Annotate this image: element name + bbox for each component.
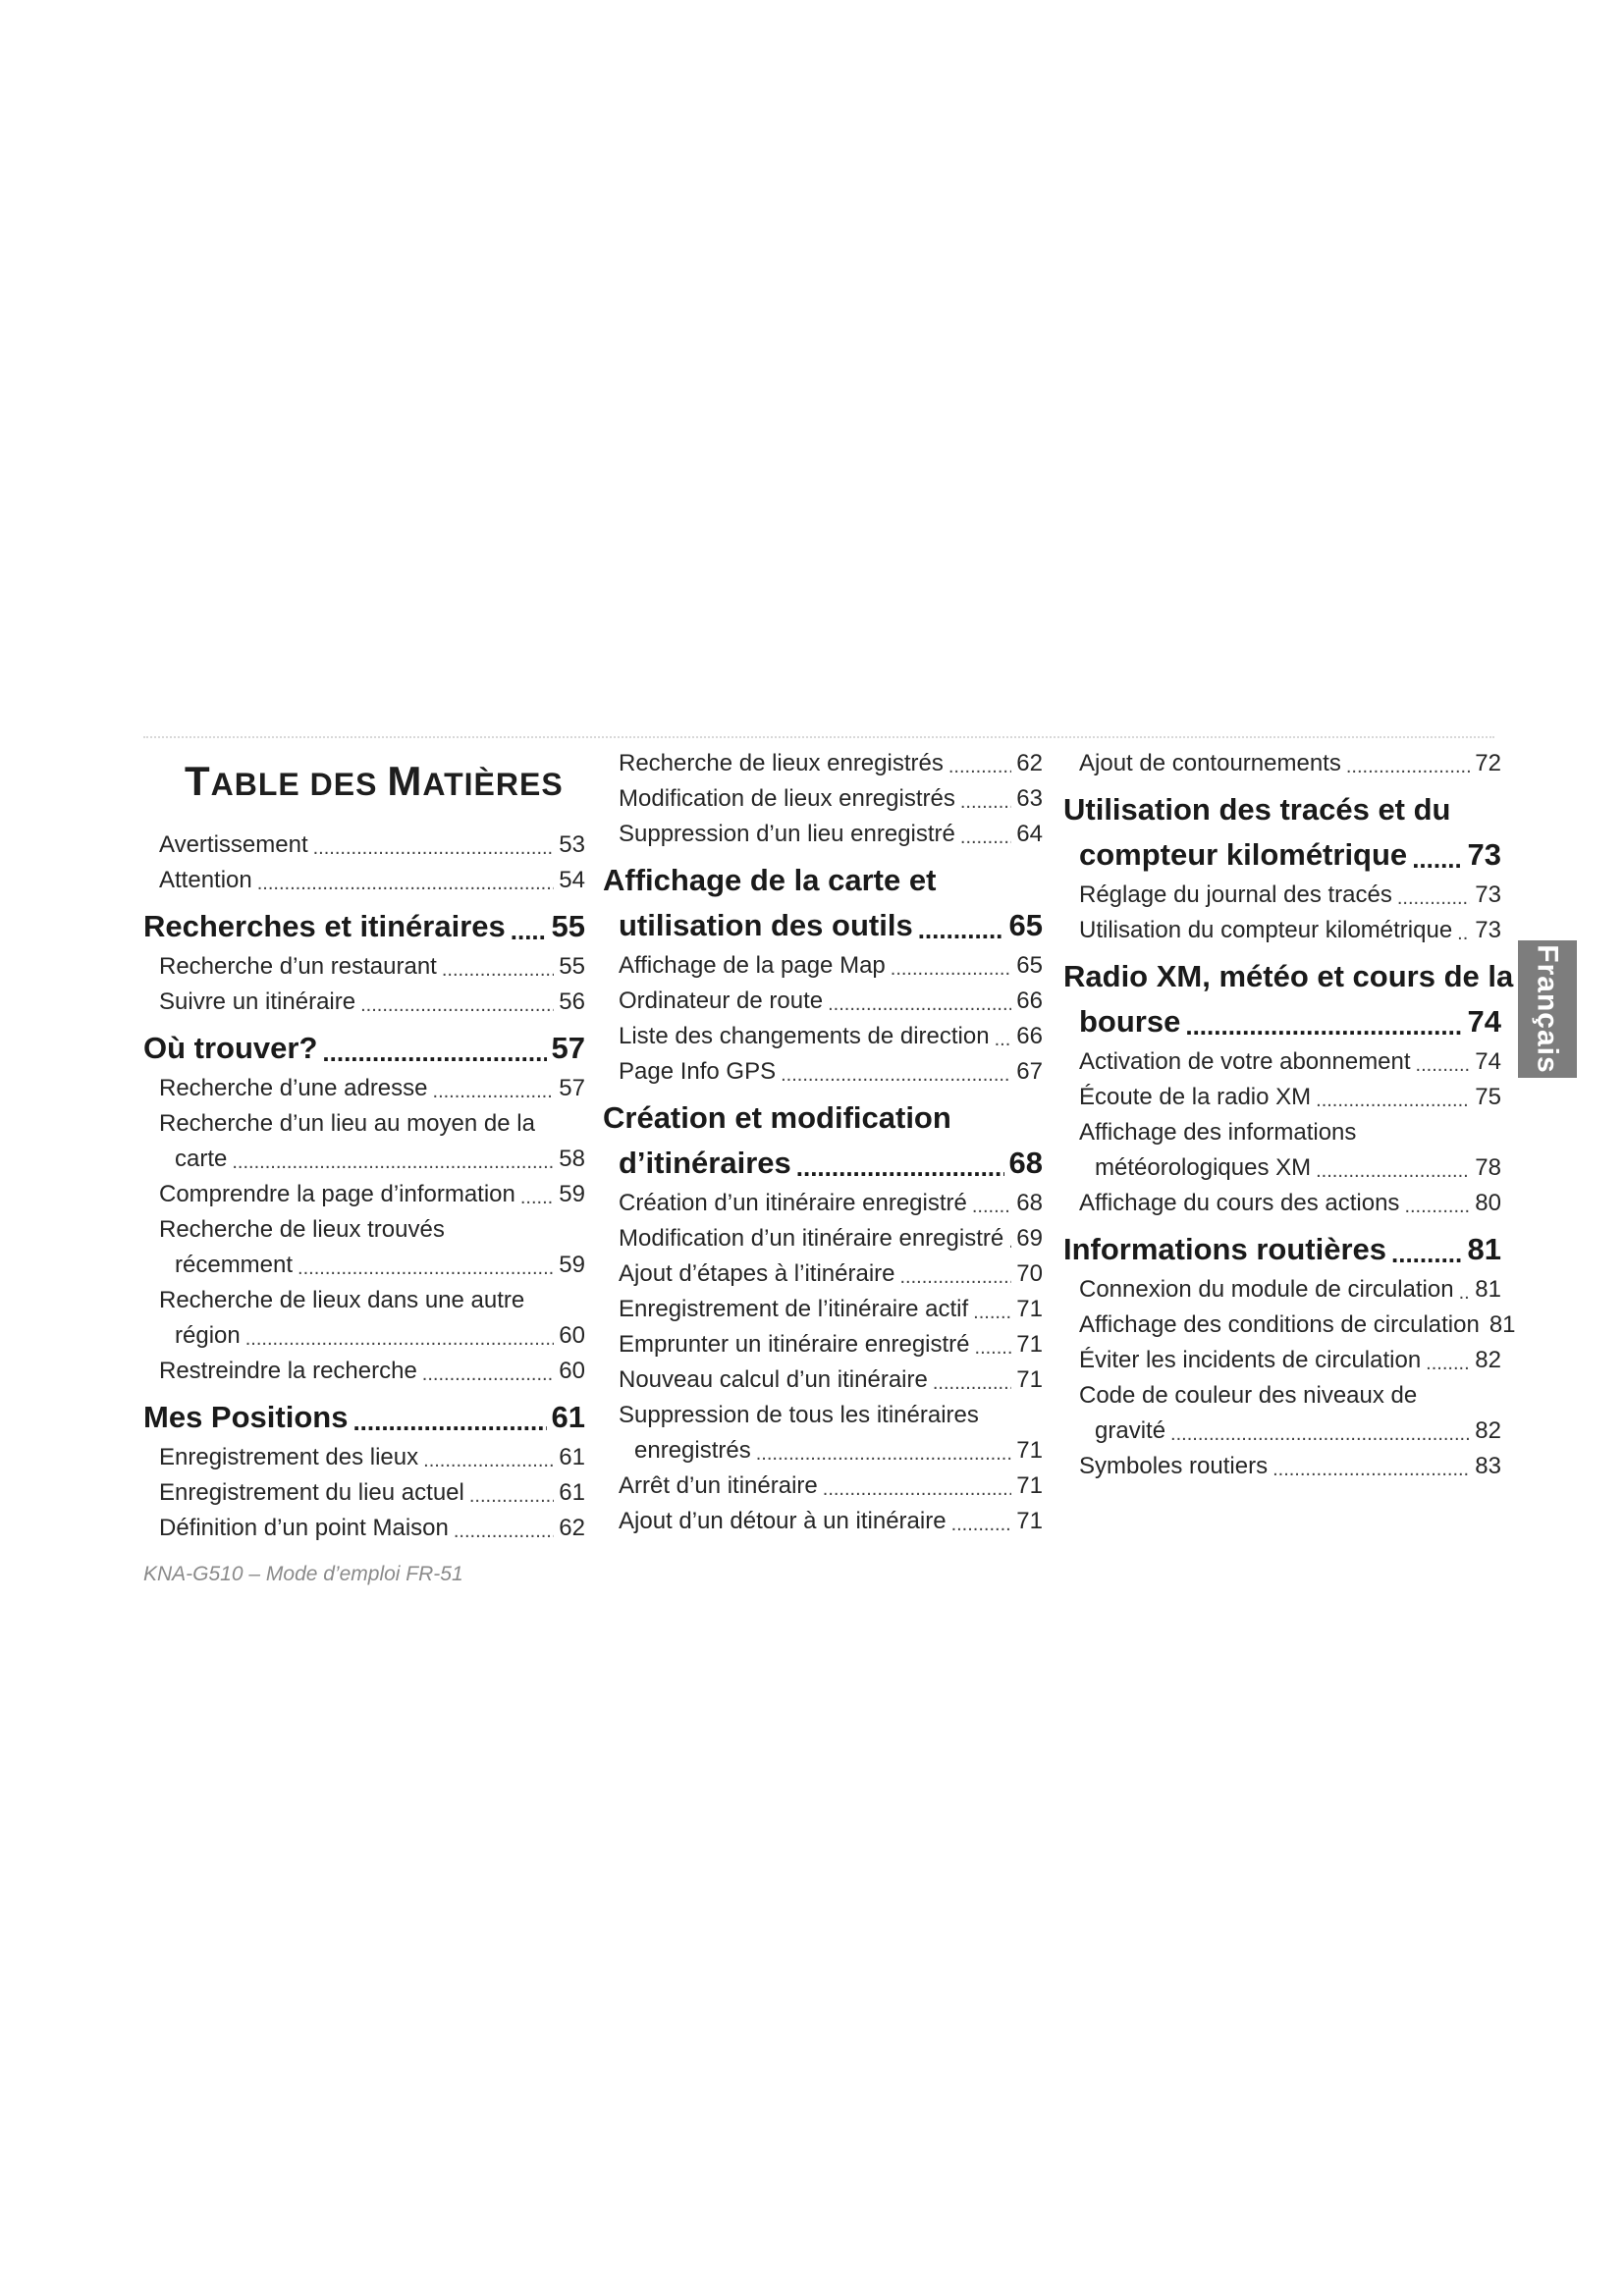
page-footer: KNA-G510 – Mode d’emploi FR-51 — [143, 1563, 463, 1585]
toc-entry[interactable]: Enregistrement de l’itinéraire actif ..... 71 — [603, 1292, 1043, 1327]
toc-entry[interactable]: gravité ..... 82 — [1063, 1414, 1501, 1449]
toc-entry-line1[interactable]: Suppression de tous les itinéraires — [619, 1402, 979, 1428]
toc-entry[interactable]: Définition d’un point Maison ..... 62 — [143, 1511, 585, 1546]
toc-entry[interactable]: récemment ..... 59 — [143, 1248, 585, 1283]
toc-entry-line1[interactable]: Recherche d’un lieu au moyen de la — [159, 1110, 535, 1137]
toc-section-line1[interactable]: Affichage de la carte et — [603, 863, 937, 897]
toc-entry[interactable]: Création d’un itinéraire enregistré ..... 68 — [603, 1186, 1043, 1221]
toc-entry[interactable]: Recherche d’une adresse ..... 57 — [143, 1071, 585, 1106]
toc-entry[interactable]: Enregistrement des lieux ..... 61 — [143, 1440, 585, 1475]
toc-entry[interactable]: Ajout de contournements ..... 72 — [1063, 746, 1501, 781]
toc-entry-line1[interactable]: Affichage des informations — [1079, 1119, 1357, 1146]
toc-entry[interactable]: région ..... 60 — [143, 1318, 585, 1354]
toc-entry[interactable]: Ajout d’étapes à l’itinéraire ..... 70 — [603, 1256, 1043, 1292]
toc-entry[interactable]: Liste des changements de direction ..... 66 — [603, 1019, 1043, 1054]
toc-entry[interactable]: carte ..... 58 — [143, 1142, 585, 1177]
toc-section-line1[interactable]: Radio XM, météo et cours de la — [1063, 959, 1514, 993]
toc-column-3 — [1063, 746, 1516, 1484]
toc-entry[interactable]: Attention ..... 54 — [143, 863, 585, 898]
toc-entry[interactable]: Affichage du cours des actions ..... 80 — [1063, 1186, 1501, 1221]
toc-entry[interactable]: Modification d’un itinéraire enregistré ..... 69 — [603, 1221, 1043, 1256]
toc-entry[interactable]: Avertissement ..... 53 — [143, 828, 585, 863]
toc-entry[interactable]: Connexion du module de circulation ..... 81 — [1063, 1272, 1501, 1308]
toc-section[interactable]: Où trouver? ..... 57 — [143, 1026, 585, 1071]
toc-entry[interactable]: Suppression d’un lieu enregistré ..... 64 — [603, 817, 1043, 852]
toc-entry[interactable]: Suivre un itinéraire ..... 56 — [143, 985, 585, 1020]
toc-section[interactable]: Recherches et itinéraires ..... 55 — [143, 904, 585, 949]
toc-entry[interactable]: Arrêt d’un itinéraire ..... 71 — [603, 1468, 1043, 1504]
language-tab — [1518, 940, 1577, 1078]
toc-entry[interactable]: Éviter les incidents de circulation ..... 82 — [1063, 1343, 1501, 1378]
toc-section[interactable]: Mes Positions ..... 61 — [143, 1395, 585, 1440]
toc-entry[interactable]: Emprunter un itinéraire enregistré ..... 71 — [603, 1327, 1043, 1362]
top-dotted-rule — [143, 736, 1494, 738]
toc-entry[interactable]: Nouveau calcul d’un itinéraire ..... 71 — [603, 1362, 1043, 1398]
toc-entry[interactable]: enregistrés ..... 71 — [603, 1433, 1043, 1468]
toc-entry[interactable]: Utilisation du compteur kilométrique ..... 73 — [1063, 913, 1501, 948]
toc-section[interactable]: d’itinéraires ..... 68 — [603, 1141, 1043, 1186]
toc-entry[interactable]: Comprendre la page d’information ..... 59 — [143, 1177, 585, 1212]
toc-section-line1[interactable]: Utilisation des tracés et du — [1063, 792, 1451, 827]
toc-column-1 — [143, 746, 585, 1546]
language-tab-label: Français — [1532, 944, 1564, 1074]
toc-entry[interactable]: Affichage des conditions de circulation 81 — [1079, 1311, 1516, 1338]
toc-entry[interactable]: Écoute de la radio XM ..... 75 — [1063, 1080, 1501, 1115]
toc-entry[interactable]: météorologiques XM ..... 78 — [1063, 1150, 1501, 1186]
toc-entry-line1[interactable]: Code de couleur des niveaux de — [1079, 1382, 1418, 1409]
toc-entry-line1[interactable]: Recherche de lieux dans une autre — [159, 1287, 525, 1313]
toc-entry[interactable]: Restreindre la recherche ..... 60 — [143, 1354, 585, 1389]
toc-entry[interactable]: Recherche d’un restaurant ..... 55 — [143, 949, 585, 985]
toc-section[interactable]: compteur kilométrique ..... 73 — [1063, 832, 1501, 878]
toc-entry[interactable]: Réglage du journal des tracés ..... 73 — [1063, 878, 1501, 913]
toc-section[interactable]: bourse ..... 74 — [1063, 999, 1501, 1044]
toc-section-line1[interactable]: Création et modification — [603, 1100, 951, 1135]
toc-title: TABLE DES MATIÈRES — [185, 758, 564, 804]
toc-section[interactable]: Informations routières ..... 81 — [1063, 1227, 1501, 1272]
toc-section[interactable]: utilisation des outils ..... 65 — [603, 903, 1043, 948]
toc-entry[interactable]: Page Info GPS ..... 67 — [603, 1054, 1043, 1090]
toc-entry[interactable]: Ordinateur de route ..... 66 — [603, 984, 1043, 1019]
toc-entry[interactable]: Affichage de la page Map ..... 65 — [603, 948, 1043, 984]
toc-entry[interactable]: Ajout d’un détour à un itinéraire ..... 71 — [603, 1504, 1043, 1539]
toc-entry[interactable]: Modification de lieux enregistrés ..... 63 — [603, 781, 1043, 817]
toc-entry[interactable]: Recherche de lieux enregistrés ..... 62 — [603, 746, 1043, 781]
toc-entry-line1[interactable]: Recherche de lieux trouvés — [159, 1216, 445, 1243]
toc-entry[interactable]: Symboles routiers ..... 83 — [1063, 1449, 1501, 1484]
toc-entry[interactable]: Activation de votre abonnement ..... 74 — [1063, 1044, 1501, 1080]
toc-entry[interactable]: Enregistrement du lieu actuel ..... 61 — [143, 1475, 585, 1511]
toc-column-2 — [603, 746, 1043, 1539]
